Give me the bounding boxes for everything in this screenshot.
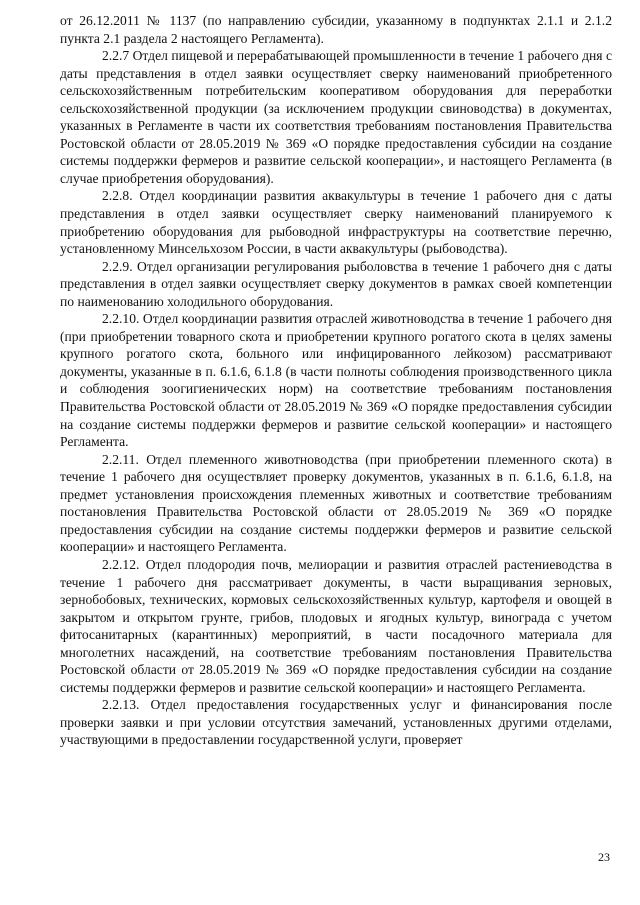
paragraph-continuation: от 26.12.2011 № 1137 (по направлению субсидии, указанному в подпунктах 2.1.1 и 2.1.2 пункта 2.1 раздела 2 настоящего Регламента).	[60, 13, 612, 46]
paragraph-2-2-12: 2.2.12. Отдел плодородия почв, мелиорации и развития отраслей растениеводства в течение 1 рабочего дня рассматривает документы, в части выращивания зерновых, зернобобовых, технических, кормовых сельскохозяйственных культур, картофеля и овощей в закрытом и открытом грунте, грибов, плодовых и ягодных культур, винограда с учетом фитосанитарных (карантинных) мероприятий, в части посадочного материала для многолетних насаждений, на соответствие требованиям постановления Правительства Ростовской области от 28.05.2019 № 369 «О порядке предоставления субсидии на создание системы поддержки фермеров и развитие сельской кооперации» и настоящего Регламента.	[60, 556, 612, 695]
page-number: 23	[598, 850, 610, 864]
document-page	[60, 12, 612, 749]
paragraph-2-2-7: 2.2.7 Отдел пищевой и перерабатывающей промышленности в течение 1 рабочего дня с даты представления в отдел заявки осуществляет сверку наименований приобретенного сельскохозяйственным потребительским кооперативом оборудования для переработки сельскохозяйственной продукции (за исключением продукции свиноводства) в документах, указанных в Регламенте в части их соответствия требованиям постановления Правительства Ростовской области от 28.05.2019 № 369 «О порядке предоставления субсидии на создание системы поддержки фермеров и развитие сельской кооперации», и настоящего Регламента (в случае приобретения оборудования).	[60, 48, 612, 186]
paragraph-2-2-13: 2.2.13. Отдел предоставления государственных услуг и финансирования после проверки заявки и при условии отсутствия замечаний, установленных другими отделами, участвующими в предоставлении государственной услуги, проверяет	[60, 697, 612, 748]
paragraph-2-2-10: 2.2.10. Отдел координации развития отраслей животноводства в течение 1 рабочего дня (при приобретении товарного скота и приобретении крупного рогатого скота в целях замены крупного рогатого скота, больного или инфицированного лейкозом) рассматривают документы, указанные в п. 6.1.6, 6.1.8 (в части полноты соблюдения производственного цикла и соблюдения зоогигиенических норм) на соответствие требованиям постановления Правительства Ростовской области от 28.05.2019 № 369 «О порядке предоставления субсидии на создание системы поддержки фермеров и развитие сельской кооперации» и настоящего Регламента.	[60, 311, 612, 450]
paragraph-2-2-11: 2.2.11. Отдел племенного животноводства (при приобретении племенного скота) в течение 1 рабочего дня осуществляет проверку документов, указанных в п. 6.1.6, 6.1.8, на предмет установления происхождения племенных животных и соответствие требованиям постановления Правительства Ростовской области от 28.05.2019 № 369 «О порядке предоставления субсидии на создание системы поддержки фермеров и развитие сельской кооперации» и настоящего Регламента.	[60, 451, 612, 555]
paragraph-2-2-9: 2.2.9. Отдел организации регулирования рыболовства в течение 1 рабочего дня с даты представления в отдел заявки осуществляет сверку документов в рамках своей компетенции по наименованию холодильного оборудования.	[60, 258, 612, 309]
paragraph-2-2-8: 2.2.8. Отдел координации развития аквакультуры в течение 1 рабочего дня с даты представления в отдел заявки осуществляет сверку наименований планируемого к приобретению оборудования для рыбоводной инфраструктуры на соответствие перечню, установленному Минсельхозом России, в части аквакультуры (рыбоводства).	[60, 188, 612, 257]
